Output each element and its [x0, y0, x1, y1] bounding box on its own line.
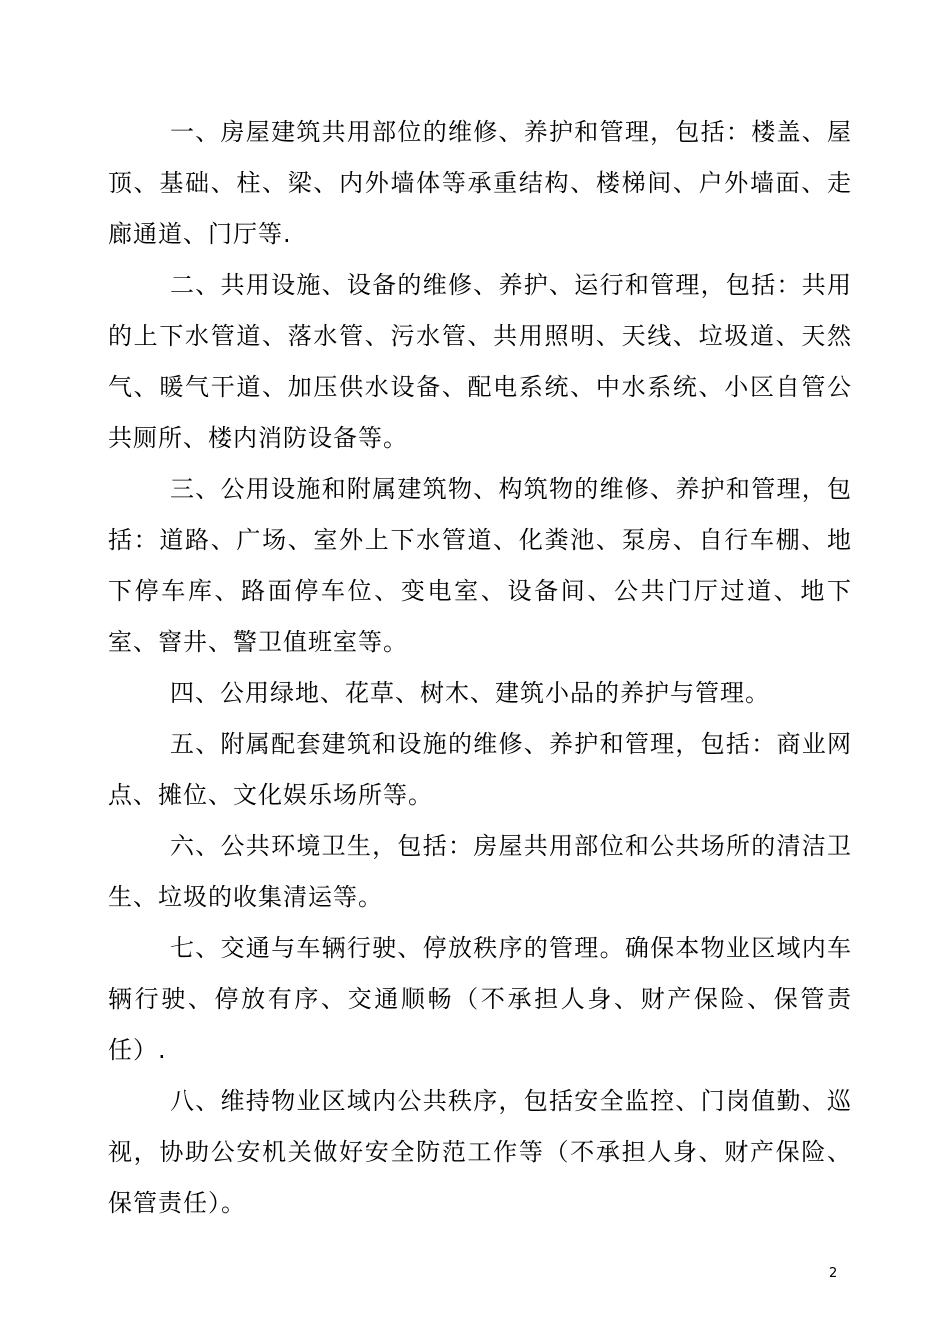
paragraph-6: 六、公共环境卫生，包括：房屋共用部位和公共场所的清洁卫生、垃圾的收集清运等。	[108, 832, 852, 911]
document-body	[108, 107, 852, 1229]
paragraph-1: 一、房屋建筑共用部位的维修、养护和管理，包括：楼盖、屋顶、基础、柱、梁、内外墙体等承重结构、楼梯间、户外墙面、走廊通道、门厅等.	[108, 118, 852, 248]
paragraph-4: 四、公用绿地、花草、树木、建筑小品的养护与管理。	[170, 679, 770, 707]
paragraph-7: 七、交通与车辆行驶、停放秩序的管理。确保本物业区域内车辆行驶、停放有序、交通顺畅（不承担人身、财产保险、保管责任）.	[108, 934, 852, 1064]
paragraph-8: 八、维持物业区域内公共秩序，包括安全监控、门岗值勤、巡视，协助公安机关做好安全防范工作等（不承担人身、财产保险、保管责任）。	[108, 1087, 852, 1217]
paragraph-3: 三、公用设施和附属建筑物、构筑物的维修、养护和管理，包括：道路、广场、室外上下水管道、化粪池、泵房、自行车棚、地下停车库、路面停车位、变电室、设备间、公共门厅过道、地下室、窨井、警卫值班室等。	[108, 475, 852, 656]
paragraph-5: 五、附属配套建筑和设施的维修、养护和管理，包括：商业网点、摊位、文化娱乐场所等。	[108, 730, 852, 809]
paragraph-2: 二、共用设施、设备的维修、养护、运行和管理，包括：共用的上下水管道、落水管、污水管、共用照明、天线、垃圾道、天然气、暖气干道、加压供水设备、配电系统、中水系统、小区自管公共厕所、楼内消防设备等。	[108, 271, 852, 452]
page-number: 2	[829, 1266, 838, 1281]
